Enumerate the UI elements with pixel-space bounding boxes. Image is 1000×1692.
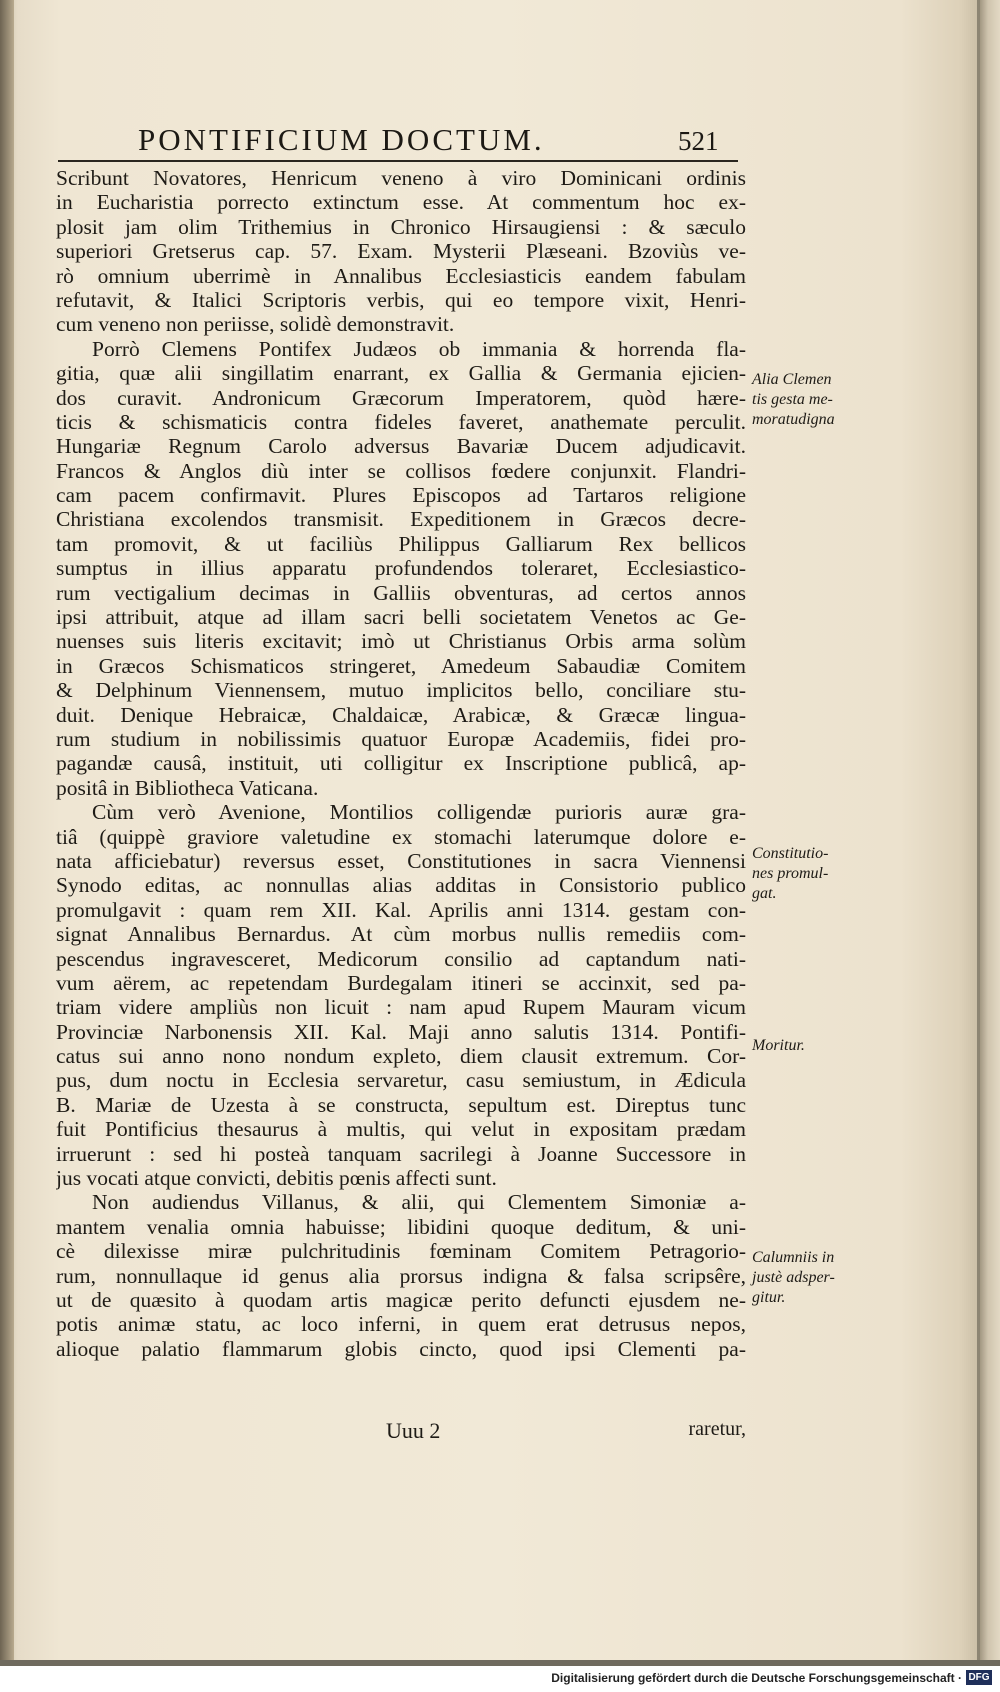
text-line: ut de quæsito à quodam artis magicæ perito defuncti ejusdem ne- xyxy=(56,1287,746,1312)
text-line: Francos & Anglos diù inter se collisos fœdere conjunxit. Flandri- xyxy=(56,458,746,483)
text-line: dos curavit. Andronicum Græcorum Imperatorem, quòd hære- xyxy=(56,385,746,410)
text-line: Cùm verò Avenione, Montilios colligendæ purioris auræ gra- xyxy=(92,800,746,825)
page-number: 521 xyxy=(678,126,719,156)
text-line: ticis & schismaticis contra fideles faveret, anathemate perculit. xyxy=(56,409,746,434)
digitization-credit-bar xyxy=(0,1666,1000,1692)
text-line: rum studium in nobilissimis quatuor Europæ Academiis, fidei pro- xyxy=(56,726,746,751)
text-line: triam videre ampliùs non licuit : nam apud Rupem Mauram vicum xyxy=(56,995,746,1020)
text-line: cè dilexisse miræ pulchritudinis fœminam Comitem Petragorio- xyxy=(56,1239,746,1264)
text-line: signat Annalibus Bernardus. At cùm morbus nullis remediis com- xyxy=(56,922,746,947)
text-line: Hungariæ Regnum Carolo adversus Bavariæ Ducem adjudicavit. xyxy=(56,434,746,459)
margin-note-line: Alia Clemen xyxy=(752,371,832,388)
margin-note-moritur xyxy=(752,1036,872,1056)
text-line: rum vectigalium decimas in Galliis obventuras, ad certos annos xyxy=(56,580,746,605)
text-line: positâ in Bibliotheca Vaticana. xyxy=(56,775,319,800)
text-line: pescendus ingravesceret, Medicorum consilio ad captandum nati- xyxy=(56,946,746,971)
binding-shadow xyxy=(0,0,14,1660)
text-line: duit. Denique Hebraicæ, Chaldaicæ, Arabicæ, & Græcæ lingua- xyxy=(56,702,746,727)
text-line: catus sui anno nono nondum expleto, diem clausit extremum. Cor- xyxy=(56,1044,746,1069)
text-line: jus vocati atque convicti, debitis pœnis affecti sunt. xyxy=(56,1166,497,1191)
margin-note-line: justè adsper- xyxy=(752,1269,835,1286)
text-line: ipsi attribuit, atque ad illam sacri belli societatem Venetos ac Ge- xyxy=(56,605,746,630)
text-line: rò omnium uberrimè in Annalibus Ecclesiasticis eandem fabulam xyxy=(56,263,746,288)
credit-text: Digitalisierung gefördert durch die Deutsche Forschungsgemeinschaft · xyxy=(551,1671,962,1685)
text-line: Scribunt Novatores, Henricum veneno à viro Dominicani ordinis xyxy=(56,166,746,190)
text-line: superiori Gretserus cap. 57. Exam. Mysterii Plæseani. Bzoviùs ve- xyxy=(56,239,746,264)
margin-note-line: Constitutio- xyxy=(752,845,829,862)
text-line: potis animæ statu, ac loco inferni, in quem erat detrusus nepos, xyxy=(56,1312,746,1337)
margin-note-line: gitur. xyxy=(752,1289,786,1306)
margin-note-line: Calumniis in xyxy=(752,1249,835,1266)
margin-note-alia-clementis xyxy=(752,370,872,430)
running-title: PONTIFICIUM DOCTUM. xyxy=(138,122,545,157)
text-line: refutavit, & Italici Scriptoris verbis, qui eo tempore vixit, Henri- xyxy=(56,287,746,312)
text-line: in Eucharistia porrecto extinctum esse. At commentum hoc ex- xyxy=(56,190,746,215)
text-line: mantem venalia omnia habuisse; libidini quoque deditum, & uni- xyxy=(56,1214,746,1239)
margin-note-line: Moritur. xyxy=(752,1037,805,1054)
page-footer xyxy=(56,1418,746,1446)
margin-note-line: nes promul- xyxy=(752,865,829,882)
text-line: promulgavit : quam rem XII. Kal. Aprilis anni 1314. gestam con- xyxy=(56,897,746,922)
text-line: Non audiendus Villanus, & alii, qui Clementem Simoniæ a- xyxy=(92,1190,746,1215)
text-line: pagandæ causâ, instituit, uti colligitur ex Inscriptione publicâ, ap- xyxy=(56,751,746,776)
text-line: nuenses suis literis excitavit; imò ut Christianus Orbis arma solùm xyxy=(56,629,746,654)
text-line: vum aërem, ac repetendam Burdegalam itineri se accinxit, sed pa- xyxy=(56,970,746,995)
text-line: irruerunt : sed hi posteà tanquam sacrilegi à Joanne Successore in xyxy=(56,1141,746,1166)
margin-note-line: gat. xyxy=(752,885,777,902)
text-line: fuit Pontificius thesaurus à multis, qui velut in expositam prædam xyxy=(56,1117,746,1142)
dfg-logo-icon: DFG xyxy=(966,1670,992,1685)
text-line: in Græcos Schismaticos stringeret, Amedeum Sabaudiæ Comitem xyxy=(56,653,746,678)
text-line: & Delphinum Viennensem, mutuo implicitos bello, conciliare stu- xyxy=(56,678,746,703)
page-stack-edge xyxy=(980,0,1000,1660)
text-line: pus, dum noctu in Ecclesia servaretur, casu semiustum, in Ædicula xyxy=(56,1068,746,1093)
text-line: sumptus in illius apparatu profundendos toleraret, Ecclesiastico- xyxy=(56,556,746,581)
text-line: Synodo editas, ac nonnullas alias additas in Consistorio publico xyxy=(56,873,746,898)
text-line: Porrò Clemens Pontifex Judæos ob immania & horrenda fla- xyxy=(92,336,746,361)
text-line: cum veneno non periisse, solidè demonstravit. xyxy=(56,312,455,337)
text-line: tam promovit, & ut faciliùs Philippus Galliarum Rex bellicos xyxy=(56,531,746,556)
text-line: nata afficiebatur) reversus esset, Constitutiones in sacra Viennensi xyxy=(56,848,746,873)
signature-mark: Uuu 2 xyxy=(386,1418,441,1443)
margin-note-calumniis xyxy=(752,1248,872,1308)
text-line: Provinciæ Narbonensis XII. Kal. Maji anno salutis 1314. Pontifi- xyxy=(56,1019,746,1044)
margin-note-constitutiones xyxy=(752,844,872,904)
text-line: B. Mariæ de Uzesta à se constructa, sepultum est. Direptus tunc xyxy=(56,1092,746,1117)
text-line: tiâ (quippè graviore valetudine ex stomachi laterumque dolore e- xyxy=(56,824,746,849)
margin-note-line: tis gesta me- xyxy=(752,391,833,408)
main-text xyxy=(56,166,746,1361)
page-header xyxy=(58,118,738,162)
catchword: raretur, xyxy=(688,1418,746,1440)
text-line: Christiana excolendos transmisit. Expeditionem in Græcos decre- xyxy=(56,507,746,532)
text-line: rum, nonnullaque id genus alia prorsus indigna & falsa scripsêre, xyxy=(56,1263,746,1288)
text-line: plosit jam olim Trithemius in Chronico Hirsaugiensi : & sæculo xyxy=(56,214,746,239)
text-line: gitia, quæ alii singillatim enarrant, ex Gallia & Germania ejicien- xyxy=(56,361,746,386)
text-line: cam pacem confirmavit. Plures Episcopos ad Tartaros religione xyxy=(56,483,746,508)
text-line: alioque palatio flammarum globis cincto, quod ipsi Clementi pa- xyxy=(56,1336,746,1361)
margin-note-line: moratudigna xyxy=(752,411,835,428)
header-rule xyxy=(58,160,738,162)
